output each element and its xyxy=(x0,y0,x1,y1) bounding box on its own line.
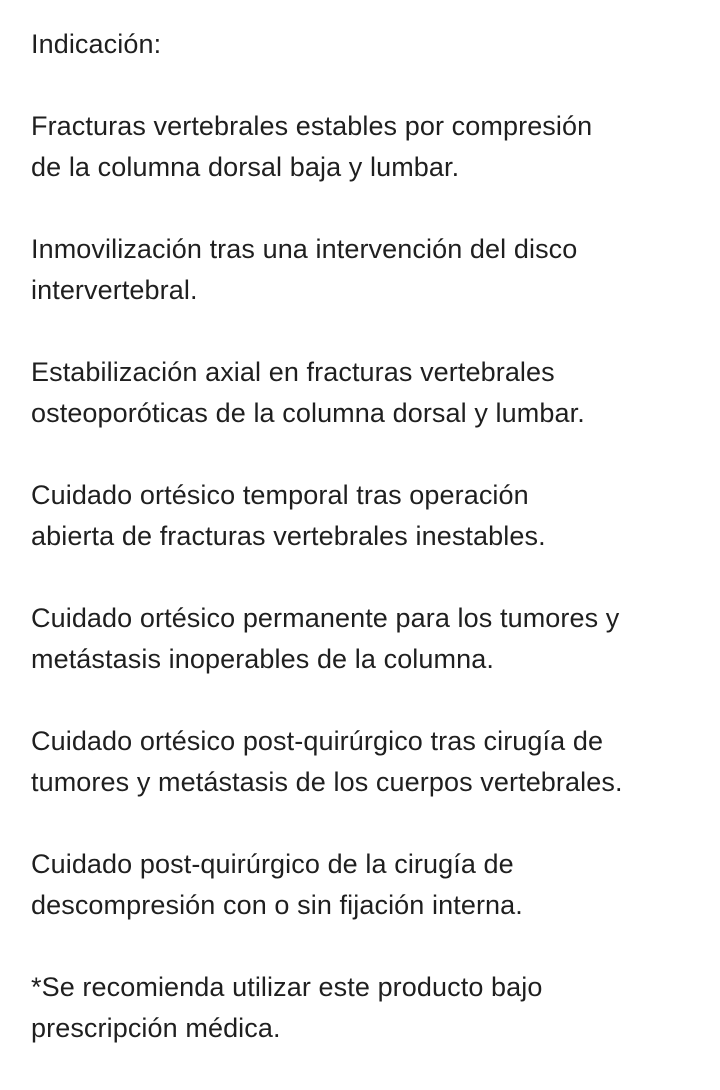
indication-paragraph-5: Cuidado ortésico permanente para los tumores y metástasis inoperables de la columna. xyxy=(31,603,620,674)
indication-paragraph-7: Cuidado post-quirúrgico de la cirugía de descompresión con o sin fijación interna. xyxy=(31,849,523,920)
indication-heading: Indicación: xyxy=(31,29,162,59)
indication-paragraph-3: Estabilización axial en fracturas vertebrales osteoporóticas de la columna dorsal y lumbar. xyxy=(31,357,585,428)
indication-paragraph-6: Cuidado ortésico post-quirúrgico tras cirugía de tumores y metástasis de los cuerpos vertebrales. xyxy=(31,726,623,797)
document-body xyxy=(31,24,701,1049)
indication-paragraph-1: Fracturas vertebrales estables por compresión de la columna dorsal baja y lumbar. xyxy=(31,111,593,182)
prescription-note: *Se recomienda utilizar este producto bajo prescripción médica. xyxy=(31,972,543,1043)
indication-paragraph-4: Cuidado ortésico temporal tras operación abierta de fracturas vertebrales inestables. xyxy=(31,480,546,551)
indication-paragraph-2: Inmovilización tras una intervención del disco intervertebral. xyxy=(31,234,578,305)
